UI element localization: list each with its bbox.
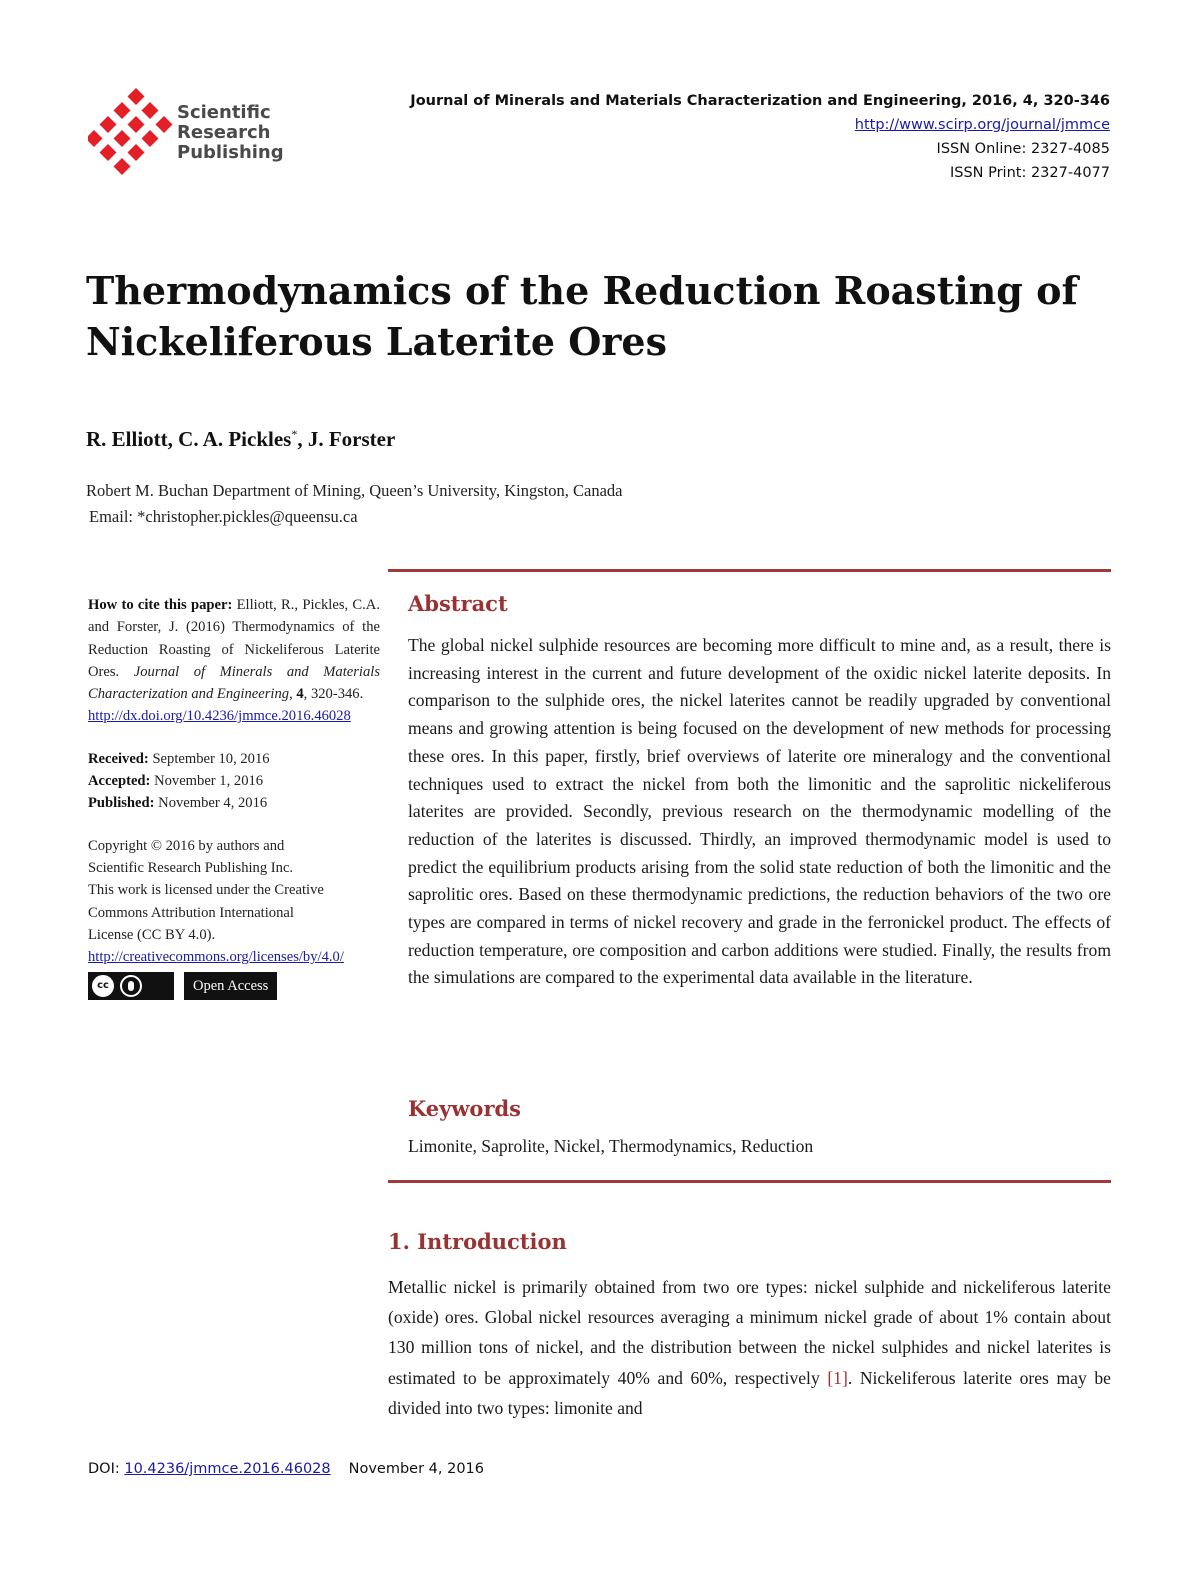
divider-bottom xyxy=(388,1180,1111,1183)
citation-link[interactable]: [1] xyxy=(827,1367,848,1388)
introduction-heading: 1. Introduction xyxy=(388,1229,567,1254)
accepted-date: Accepted: November 1, 2016 xyxy=(88,773,264,790)
journal-header xyxy=(410,89,1110,185)
how-to-cite: How to cite this paper: Elliott, R., Pickles, C.A. and Forster, J. (2016) Thermodynamics of the Reduction Roasting of Nickeliferous Laterite Ores. Journal of Minerals and Materials Characterization and Engineering, 4, 320-346. xyxy=(88,597,380,703)
logo-text: Scientific Research Publishing xyxy=(177,102,284,163)
journal-url-link[interactable]: http://www.scirp.org/journal/jmmce xyxy=(854,117,1110,133)
affiliation: Robert M. Buchan Department of Mining, Queen’s University, Kingston, Canada xyxy=(86,481,623,500)
received-date: Received: September 10, 2016 xyxy=(88,750,270,767)
affiliation-block xyxy=(86,478,622,530)
license-badges xyxy=(88,972,380,1000)
issn-print: ISSN Print: 2327-4077 xyxy=(949,165,1110,181)
keywords-text: Limonite, Saprolite, Nickel, Thermodynamics, Reduction xyxy=(408,1136,814,1156)
issn-online: ISSN Online: 2327-4085 xyxy=(936,141,1110,157)
journal-line: Journal of Minerals and Materials Characterization and Engineering, 2016, 4, 320-346 xyxy=(410,93,1110,109)
copyright-line: This work is licensed under the Creative xyxy=(88,882,324,899)
open-access-badge[interactable]: Open Access xyxy=(184,972,277,1000)
keywords-heading: Keywords xyxy=(408,1096,522,1121)
abstract-text: The global nickel sulphide resources are becoming more difficult to mine and, as a result, there is increasing interest in the current and future development of the oxidic nickel laterite deposits. In comparison to the sulphide ores, the nickel laterites cannot be readily upgraded by conventional means and growing attention is being focused on the development of new methods for processing these ores. In this paper, firstly, brief overviews of laterite ore mineralogy and the conventional techniques used to extract the nickel from both the limonitic and the saprolitic nickeliferous laterites are provided. Secondly, previous research on the thermodynamic modelling of the reduction of the laterites is discussed. Thirdly, an improved thermodynamic model is used to predict the equilibrium products arising from the solid state reduction of both the limonitic and the saprolitic ores. Based on these thermodynamic predictions, the reduction behaviors of the two ore types are compared in terms of nickel recovery and grade in the ferronickel product. The effects of reduction temperature, ore composition and carbon additions were studied. Finally, the results from the simulations are compared to the experimental data available in the literature. xyxy=(408,635,1111,988)
introduction-text: Metallic nickel is primarily obtained from two ore types: nickel sulphide and nickeliferous laterite (oxide) ores. Global nickel resources averaging a minimum nickel grade of about 1% contain about 130 million tons of nickel, and the distribution between the nickel sulphides and nickel laterites is estimated to be approximately 40% and 60%, respectively [1]. Nickeliferous laterite ores may be divided into two types: limonite and xyxy=(388,1277,1111,1418)
doi-link[interactable]: http://dx.doi.org/10.4236/jmmce.2016.46028 xyxy=(88,708,351,725)
email: Email: *christopher.pickles@queensu.ca xyxy=(89,507,358,526)
author-list: R. Elliott, C. A. Pickles*, J. Forster xyxy=(86,427,396,451)
cc-icon: cc xyxy=(92,975,114,997)
copyright-line: Copyright © 2016 by authors and xyxy=(88,837,285,854)
published-date: Published: November 4, 2016 xyxy=(88,795,268,812)
divider-top xyxy=(388,569,1111,572)
corresponding-mark: * xyxy=(291,427,298,441)
abstract-heading: Abstract xyxy=(408,591,508,616)
footer-doi-link[interactable]: 10.4236/jmmce.2016.46028 xyxy=(124,1461,331,1477)
copyright-line: Scientific Research Publishing Inc. xyxy=(88,859,294,876)
attribution-icon xyxy=(120,975,142,997)
copyright-line: License (CC BY 4.0). xyxy=(88,926,216,943)
license-link[interactable]: http://creativecommons.org/licenses/by/4.0/ xyxy=(88,949,344,966)
cc-by-badge[interactable] xyxy=(88,972,174,1000)
sidebar xyxy=(88,594,380,1000)
footer-date: November 4, 2016 xyxy=(348,1461,485,1477)
copyright-line: Commons Attribution International xyxy=(88,904,294,921)
logo-diamonds-icon xyxy=(88,86,178,178)
page-footer: DOI: 10.4236/jmmce.2016.46028 November 4, 2016 xyxy=(88,1461,485,1477)
paper-title: Thermodynamics of the Reduction Roasting of Nickeliferous Laterite Ores xyxy=(86,268,1078,364)
